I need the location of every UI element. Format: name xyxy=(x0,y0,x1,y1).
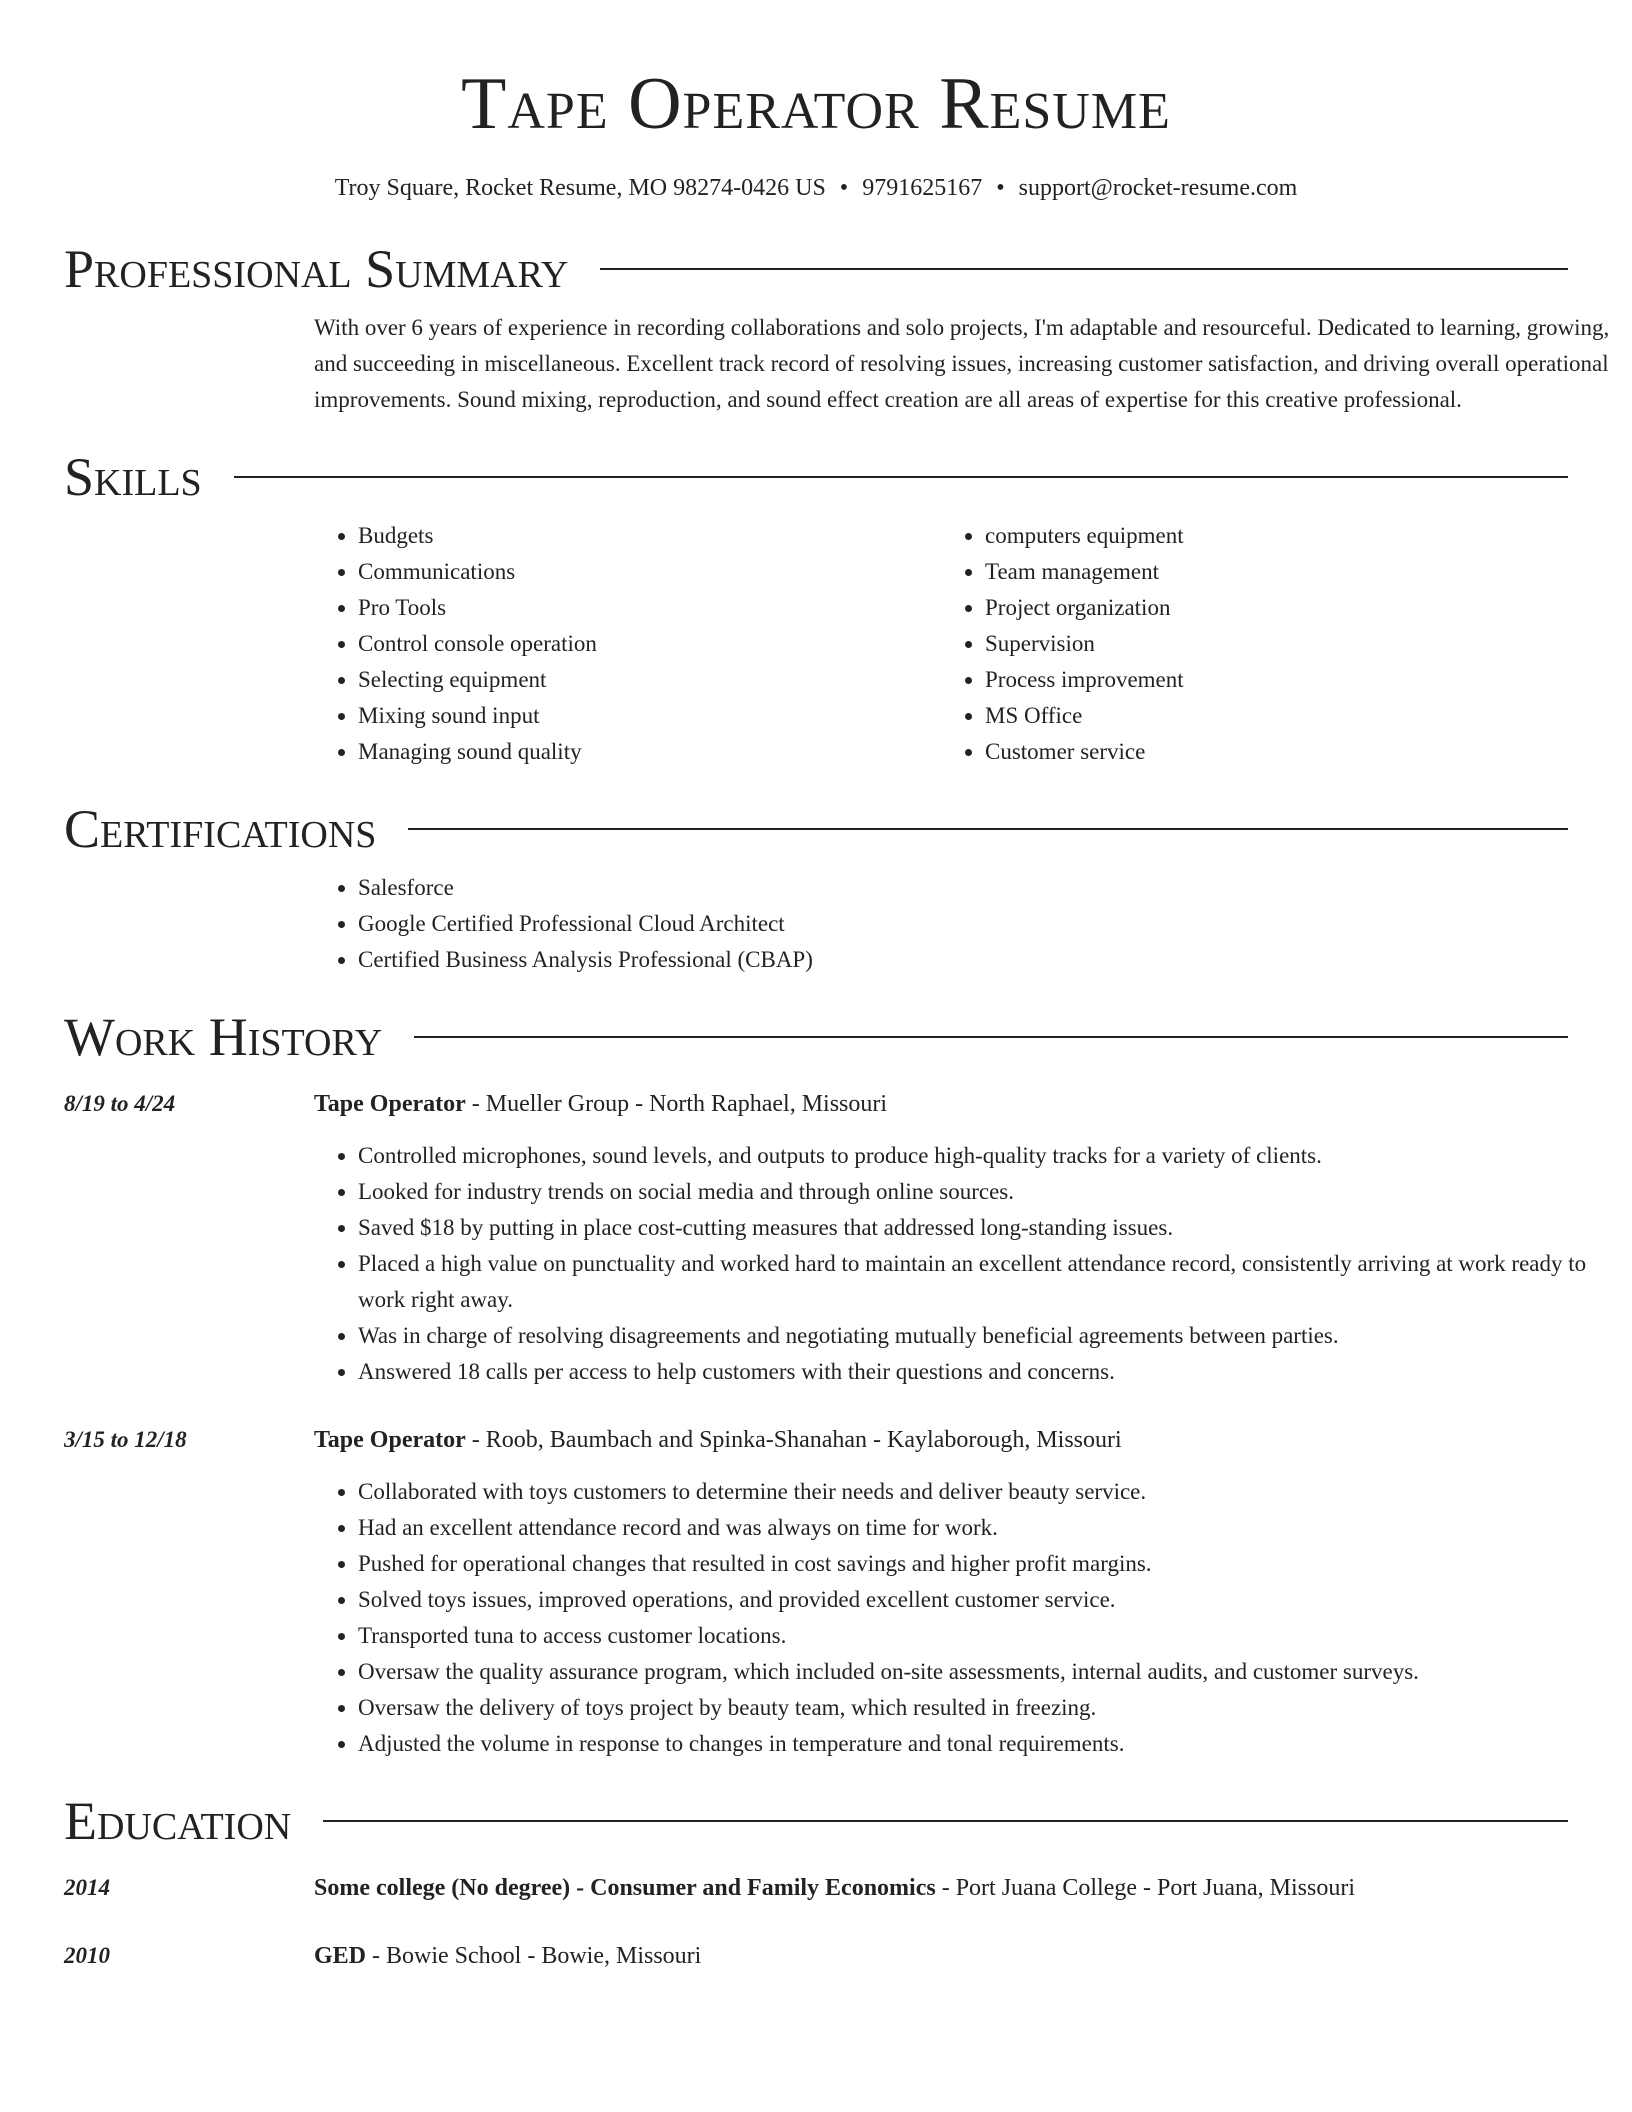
skill-item: • Project organization xyxy=(985,590,1568,626)
section-divider xyxy=(408,828,1568,830)
job-duties xyxy=(314,1474,1568,1762)
summary-text: With over 6 years of experience in recording collaborations and solo projects, I'm adaptable and resourceful. Dedicated to learning, growing, and succeeding in miscellaneous. Excellent track record of resolving issues, increasing customer satisfaction, and driving overall operational improvements. Sound mixing, reproduction, and sound effect creation are all areas of expertise for this creative professional. xyxy=(314,315,1610,412)
job-duty-item: • Controlled microphones, sound levels, and outputs to produce high-quality tracks for a variety of clients. xyxy=(358,1138,1608,1174)
certifications-list xyxy=(314,870,1568,978)
job-header xyxy=(314,1086,1568,1122)
skill-item: • Process improvement xyxy=(985,662,1568,698)
skills-list-left xyxy=(314,518,941,770)
section-divider xyxy=(323,1820,1568,1822)
skills-section xyxy=(314,518,1568,770)
skills-section-header xyxy=(64,446,1568,508)
job-duty-item: • Oversaw the delivery of toys project by beauty team, which resulted in freezing. xyxy=(358,1690,1608,1726)
job-duty-item: • Placed a high value on punctuality and worked hard to maintain an excellent attendance record, consistently arriving at work ready to work right away. xyxy=(358,1246,1608,1318)
job-duty-item: • Adjusted the volume in response to changes in temperature and tonal requirements. xyxy=(358,1726,1608,1762)
contact-address: Troy Square, Rocket Resume, MO 98274-0426 US xyxy=(334,175,826,201)
education-entry xyxy=(64,1870,1568,1906)
job-entry xyxy=(64,1422,1568,1458)
job-duty-item: • Answered 18 calls per access to help customers with their questions and concerns. xyxy=(358,1354,1608,1390)
certification-item: • Certified Business Analysis Professional (CBAP) xyxy=(358,942,1568,978)
job-duty-item: • Solved toys issues, improved operations, and provided excellent customer service. xyxy=(358,1582,1608,1618)
skill-item: • computers equipment xyxy=(985,518,1568,554)
job-duties-list xyxy=(314,1474,1608,1762)
skill-item: • Communications xyxy=(358,554,941,590)
contact-line xyxy=(64,172,1568,204)
job-duty-item: • Oversaw the quality assurance program, which included on-site assessments, internal audits, and customer surveys. xyxy=(358,1654,1608,1690)
resume-title: Tape Operator Resume xyxy=(461,63,1171,145)
job-duties-list xyxy=(314,1138,1608,1390)
education-entry xyxy=(64,1938,1568,1974)
education-degree: Some college (No degree) - Consumer and Family Economics xyxy=(314,1875,936,1901)
skill-item: • Control console operation xyxy=(358,626,941,662)
summary-heading: Professional Summary xyxy=(64,239,569,299)
skill-item: • Managing sound quality xyxy=(358,734,941,770)
contact-separator: • xyxy=(839,175,849,201)
certification-item: • Google Certified Professional Cloud Architect xyxy=(358,906,1568,942)
skill-item: • Supervision xyxy=(985,626,1568,662)
education-year: 2010 xyxy=(64,1943,110,1968)
skills-list-right xyxy=(941,518,1568,770)
skill-item: • MS Office xyxy=(985,698,1568,734)
job-duty-item: • Saved $18 by putting in place cost-cutting measures that addressed long-standing issues. xyxy=(358,1210,1608,1246)
skill-item: • Budgets xyxy=(358,518,941,554)
certifications-section-header xyxy=(64,798,1568,860)
job-duty-item: • Was in charge of resolving disagreements and negotiating mutually beneficial agreements between parties. xyxy=(358,1318,1608,1354)
job-details: - Mueller Group - North Raphael, Missouri xyxy=(465,1091,888,1117)
certification-item: • Salesforce xyxy=(358,870,1568,906)
skill-item: • Mixing sound input xyxy=(358,698,941,734)
section-divider xyxy=(234,476,1568,478)
education-degree: GED xyxy=(314,1943,367,1969)
skill-item: • Pro Tools xyxy=(358,590,941,626)
skill-item: • Customer service xyxy=(985,734,1568,770)
job-duty-item: • Pushed for operational changes that resulted in cost savings and higher profit margins. xyxy=(358,1546,1608,1582)
education-heading: Education xyxy=(64,1791,292,1851)
job-duties xyxy=(314,1138,1587,1390)
summary-section-header xyxy=(64,238,1568,300)
education-school: - Bowie School - Bowie, Missouri xyxy=(366,1943,702,1969)
job-duty-item: • Looked for industry trends on social media and through online sources. xyxy=(358,1174,1608,1210)
summary-section xyxy=(314,310,1610,418)
work-heading: Work History xyxy=(64,1007,383,1067)
certifications-heading: Certifications xyxy=(64,799,377,859)
contact-separator: • xyxy=(996,175,1005,201)
contact-phone: 9791625167 xyxy=(862,175,983,201)
job-dates: 8/19 to 4/24 xyxy=(64,1091,176,1116)
section-divider xyxy=(414,1036,1568,1038)
job-title: Tape Operator xyxy=(314,1091,466,1117)
work-section-header xyxy=(64,1006,1568,1068)
section-divider xyxy=(600,268,1568,270)
contact-email: support@rocket-resume.com xyxy=(1018,175,1298,201)
job-duty-item: • Transported tuna to access customer locations. xyxy=(358,1618,1608,1654)
education-details xyxy=(314,1938,1568,1974)
skill-item: • Team management xyxy=(985,554,1568,590)
education-section-header xyxy=(64,1790,1568,1852)
job-dates: 3/15 to 12/18 xyxy=(64,1427,187,1452)
job-duty-item: • Had an excellent attendance record and was always on time for work. xyxy=(358,1510,1608,1546)
education-details xyxy=(314,1870,1568,1906)
job-details: - Roob, Baumbach and Spinka-Shanahan - Kaylaborough, Missouri xyxy=(465,1427,1122,1453)
education-year: 2014 xyxy=(64,1875,110,1900)
skill-item: • Selecting equipment xyxy=(358,662,941,698)
education-school: - Port Juana College - Port Juana, Missouri xyxy=(935,1875,1355,1901)
skills-heading: Skills xyxy=(64,447,202,507)
certifications-section xyxy=(314,870,1568,978)
job-entry xyxy=(64,1086,1568,1122)
job-duty-item: • Collaborated with toys customers to determine their needs and deliver beauty service. xyxy=(358,1474,1608,1510)
job-title: Tape Operator xyxy=(314,1427,466,1453)
job-header xyxy=(314,1422,1568,1458)
